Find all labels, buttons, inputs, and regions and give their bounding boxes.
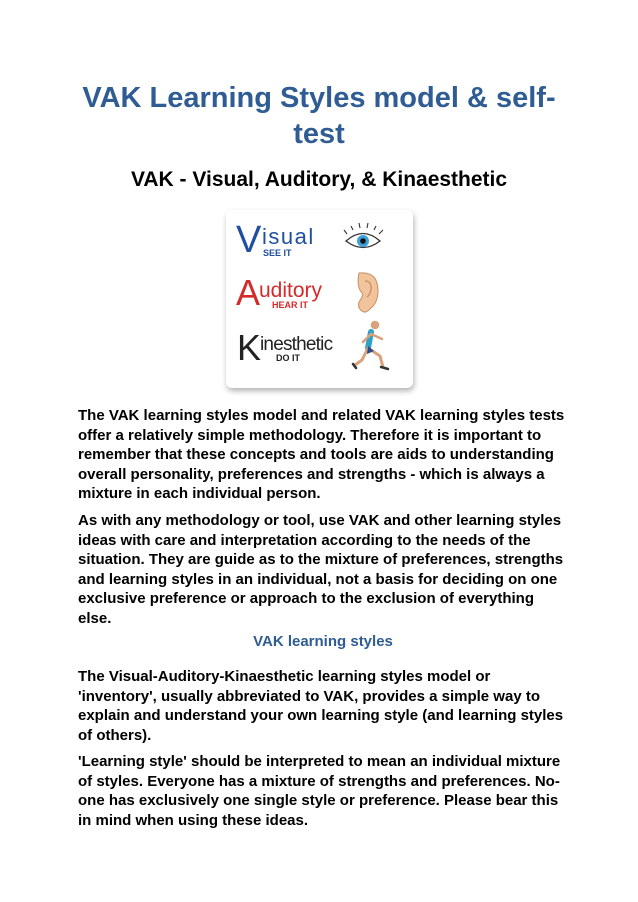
auditory-word: uditory [259,279,323,302]
page-title: VAK Learning Styles model & self-test [82,82,556,150]
kinesthetic-caption: DO IT [276,353,300,363]
eye-icon [344,223,383,248]
paragraph-learning-style: 'Learning style' should be interpreted to mean an individual mixture of styles. Everyone has a mixture of strengths and preferences. No-one has exclusively one single style or preference. Please bear this in mind when using these ideas. [78,753,561,829]
paragraph-model: The Visual-Auditory-Kinaesthetic learning styles model or 'inventory', usually abbreviated to VAK, provides a simple way to explain and understand your own learning style (and learning styles of others). [78,668,564,744]
auditory-initial: A [236,272,261,313]
page-subtitle: VAK - Visual, Auditory, & Kinaesthetic [130,168,508,191]
visual-initial: V [236,219,262,261]
paragraph-intro: The VAK learning styles model and related VAK learning styles tests offer a relatively simple methodology. Therefore it is important to remember that these concepts and tools are aids to understanding overall personality, preferences and strengths - which is always a mixture in each individual person. [78,407,565,502]
vak-figure-graphic [226,210,413,388]
visual-caption: SEE IT [263,248,292,258]
visual-word: isual [262,224,315,249]
auditory-caption: HEAR IT [272,300,308,310]
kinesthetic-word: inesthetic [260,334,333,355]
ear-icon [358,273,378,312]
vak-figure [226,210,413,388]
paragraph-methodology: As with any methodology or tool, use VAK and other learning styles ideas with care and interpretation according to the needs of the situation. They are guide as to the mixture of preferences, strengths and learning styles in an individual, not a basis for deciding on one exclusive preference or approach to the exclusion of everything else. [78,512,564,627]
kinesthetic-initial: K [237,327,262,368]
runner-icon [353,321,388,369]
visual-row [236,219,383,261]
section-heading: VAK learning styles [253,633,393,650]
auditory-row [236,272,378,313]
kinesthetic-row [237,321,388,369]
